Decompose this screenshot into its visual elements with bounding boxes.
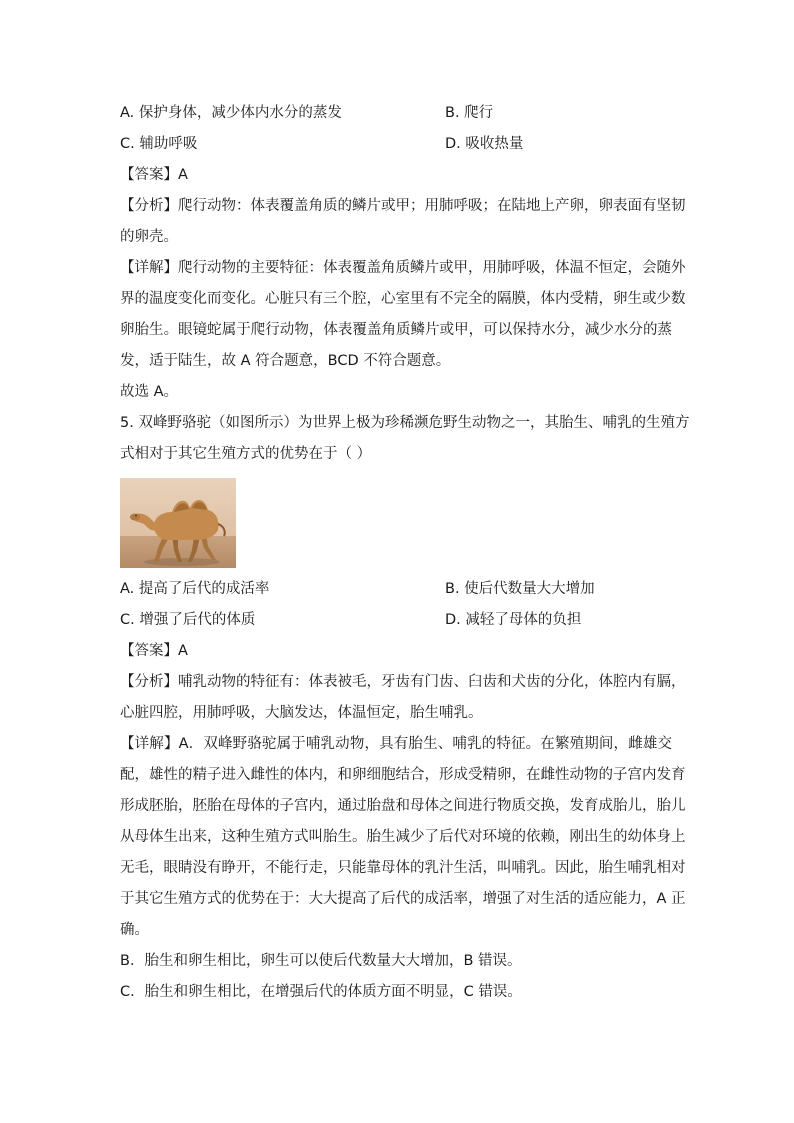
q5-option-c: C. 增强了后代的体质 [120,612,256,628]
q5-analysis-line-2: 心脏四腔，用肺呼吸，大脑发达，体温恒定，胎生哺乳。 [120,705,483,721]
q5-b-explanation: B．胎生和卵生相比，卵生可以使后代数量大大增加，B 错误。 [120,953,522,969]
q5-detail-line-5: 无毛，眼睛没有睁开，不能行走，只能靠母体的乳汁生活，叫哺乳。因此，胎生哺乳相对 [120,860,686,876]
q5-detail-line-3: 形成胚胎，胚胎在母体的子宫内，通过胎盘和母体之间进行物质交换，发育成胎儿，胎儿 [120,798,686,814]
q5-answer: 【答案】A [120,643,188,659]
q5-option-b: B. 使后代数量大大增加 [445,581,595,597]
q5-detail-line-7: 确。 [120,922,149,938]
q4-options-row-2 [120,129,672,160]
q4-detail-line-4: 发，适于陆生，故 A 符合题意，BCD 不符合题意。 [120,353,451,369]
q4-analysis-line-1: 【分析】爬行动物：体表覆盖角质的鳞片或甲；用肺呼吸；在陆地上产卵，卵表面有坚韧 [120,198,686,214]
q5-detail-line-1: 【详解】A．双峰野骆驼属于哺乳动物，具有胎生、哺乳的特征。在繁殖期间，雌雄交 [120,736,672,752]
q4-option-a: A. 保护身体，减少体内水分的蒸发 [120,105,342,121]
q5-stem-line-1: 5. 双峰野骆驼（如图所示）为世界上极为珍稀濒危野生动物之一，其胎生、哺乳的生殖方 [120,415,690,431]
q4-options-row-1 [120,98,672,129]
q5-stem-line-2: 式相对于其它生殖方式的优势在于（ ） [120,446,372,462]
q5-c-explanation: C．胎生和卵生相比，在增强后代的体质方面不明显，C 错误。 [120,984,522,1000]
q4-detail-line-1: 【详解】爬行动物的主要特征：体表覆盖角质鳞片或甲，用肺呼吸，体温不恒定，会随外 [120,260,686,276]
q4-analysis-line-2: 的卵壳。 [120,229,178,245]
camel-image [120,478,236,568]
q5-analysis-line-1: 【分析】哺乳动物的特征有：体表被毛，牙齿有门齿、臼齿和犬齿的分化，体腔内有膈， [120,674,686,690]
q4-answer: 【答案】A [120,167,188,183]
q5-detail-line-6: 于其它生殖方式的优势在于：大大提高了后代的成活率，增强了对生活的适应能力，A 正 [120,891,686,907]
q4-option-b: B. 爬行 [445,105,494,121]
q5-option-d: D. 减轻了母体的负担 [445,612,582,628]
document-page [120,98,690,1008]
q4-option-c: C. 辅助呼吸 [120,136,198,152]
q5-options-row-1 [120,574,672,605]
q5-option-a: A. 提高了后代的成活率 [120,581,270,597]
q4-conclusion: 故选 A。 [120,384,179,400]
q4-option-d: D. 吸收热量 [445,136,524,152]
q4-detail-line-2: 界的温度变化而变化。心脏只有三个腔，心室里有不完全的隔膜，体内受精，卵生或少数 [120,291,686,307]
q5-detail-line-4: 从母体生出来，这种生殖方式叫胎生。胎生减少了后代对环境的依赖，刚出生的幼体身上 [120,829,686,845]
q5-detail-line-2: 配，雄性的精子进入雌性的体内，和卵细胞结合，形成受精卵，在雌性动物的子宫内发育 [120,767,686,783]
q4-detail-line-3: 卵胎生。眼镜蛇属于爬行动物，体表覆盖角质鳞片或甲，可以保持水分，减少水分的蒸 [120,322,672,338]
q5-options-row-2 [120,605,672,636]
